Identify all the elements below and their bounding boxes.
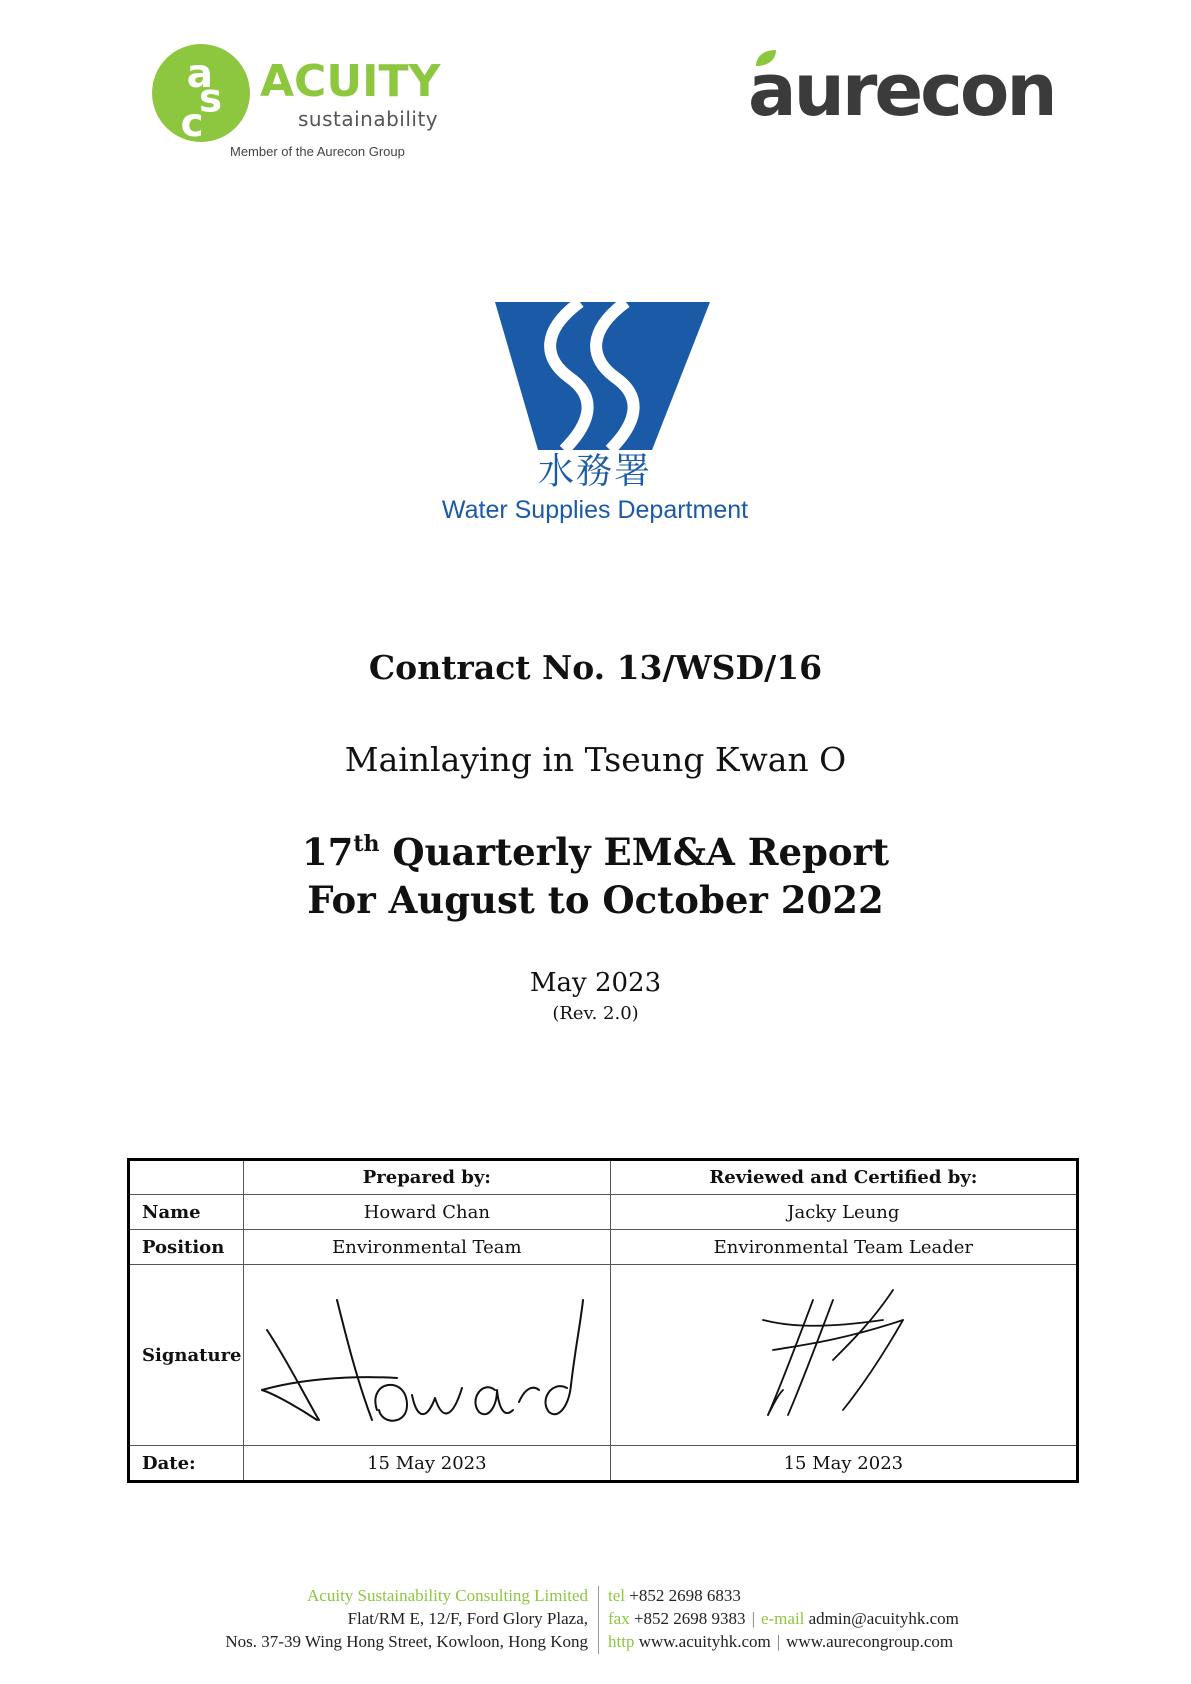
signature-row-label: Signature — [129, 1265, 244, 1446]
footer-address-line1: Flat/RM E, 12/F, Ford Glory Plaza, — [347, 1609, 588, 1628]
report-period: For August to October 2022 — [307, 878, 884, 922]
footer-web-line — [608, 1630, 1088, 1653]
footer-address-line2: Nos. 37-39 Wing Hong Street, Kowloon, Hong Kong — [225, 1632, 588, 1651]
report-title-text: Quarterly EM&A Report — [379, 830, 890, 874]
separator: | — [776, 1632, 781, 1651]
table-row — [129, 1446, 1078, 1482]
table-row — [129, 1195, 1078, 1230]
prepared-date: 15 May 2023 — [243, 1446, 610, 1482]
acuity-tagline: sustainability — [298, 107, 439, 131]
reviewed-date: 15 May 2023 — [610, 1446, 1077, 1482]
aurecon-brand: aurecon — [748, 48, 1055, 132]
table-header-row — [129, 1160, 1078, 1195]
email-link[interactable]: admin@acuityhk.com — [808, 1609, 959, 1628]
wsd-emblem — [430, 300, 760, 450]
aurecon-logo — [748, 48, 1068, 132]
svg-text:c: c — [180, 100, 204, 144]
tel-label: tel — [608, 1586, 625, 1605]
reviewed-by-header: Reviewed and Certified by: — [610, 1160, 1077, 1195]
report-title-line1 — [0, 828, 1191, 876]
footer-divider — [598, 1586, 599, 1654]
wsd-chinese-name: 水務署 — [537, 451, 652, 492]
report-ordinal-suffix: th — [353, 831, 380, 857]
reviewed-position: Environmental Team Leader — [610, 1230, 1077, 1265]
name-row-label: Name — [129, 1195, 244, 1230]
wsd-logo — [430, 300, 760, 530]
acuity-asc-logo-mark — [150, 42, 252, 144]
report-title — [0, 828, 1191, 924]
reviewed-signature — [610, 1265, 1077, 1446]
email-label: e-mail — [760, 1609, 805, 1628]
revision: (Rev. 2.0) — [552, 1003, 639, 1024]
footer-fax-line — [608, 1607, 1088, 1630]
fax-label: fax — [608, 1609, 630, 1628]
report-ordinal: 17 — [301, 830, 354, 874]
footer-contacts — [608, 1584, 1088, 1653]
prepared-signature-image — [257, 1270, 597, 1440]
wsd-english-name: Water Supplies Department — [441, 496, 749, 524]
prepared-position: Environmental Team — [243, 1230, 610, 1265]
reviewed-signature-image — [743, 1280, 943, 1430]
footer-tel-line — [608, 1584, 1088, 1607]
reviewed-name: Jacky Leung — [610, 1195, 1077, 1230]
acuity-brand: ACUITY — [260, 56, 441, 107]
contract-number: Contract No. 13/WSD/16 — [368, 648, 823, 687]
prepared-name: Howard Chan — [243, 1195, 610, 1230]
footer-address — [150, 1584, 588, 1653]
position-row-label: Position — [129, 1230, 244, 1265]
project-name: Mainlaying in Tseung Kwan O — [344, 740, 847, 779]
empty-header-cell — [129, 1160, 244, 1195]
svg-text:s: s — [198, 76, 223, 122]
prepared-signature — [243, 1265, 610, 1446]
http-label: http — [608, 1632, 635, 1651]
website-acuity-link[interactable]: www.acuityhk.com — [638, 1632, 771, 1651]
acuity-member-note: Member of the Aurecon Group — [230, 144, 405, 159]
date-row-label: Date: — [129, 1446, 244, 1482]
fax-number: +852 2698 9383 — [633, 1609, 746, 1628]
separator: | — [751, 1609, 755, 1628]
svg-text:a: a — [186, 51, 213, 97]
prepared-by-header: Prepared by: — [243, 1160, 610, 1195]
website-aurecon-link[interactable]: www.aurecongroup.com — [786, 1632, 954, 1651]
issue-date: May 2023 — [529, 968, 662, 998]
acuity-logo — [150, 42, 440, 162]
table-row — [129, 1265, 1078, 1446]
table-row — [129, 1230, 1078, 1265]
tel-number: +852 2698 6833 — [629, 1586, 741, 1605]
footer-company: Acuity Sustainability Consulting Limited — [307, 1586, 588, 1605]
signoff-table — [127, 1158, 1079, 1483]
